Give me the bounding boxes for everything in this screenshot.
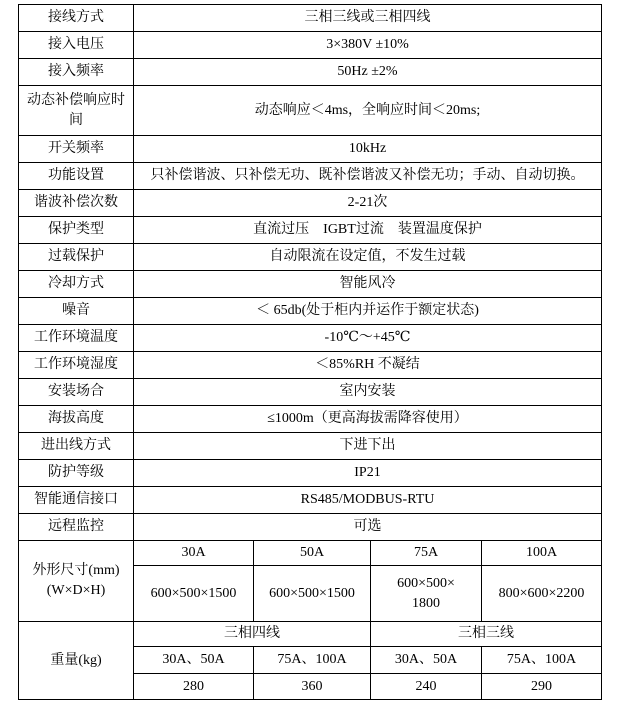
table-row (19, 86, 602, 136)
table-row (19, 325, 602, 352)
table-row (19, 5, 602, 32)
row-label: 动态补偿响应时 间 (19, 86, 134, 136)
row-label: 进出线方式 (19, 433, 134, 460)
row-label: 冷却方式 (19, 271, 134, 298)
row-value: 三相三线或三相四线 (134, 5, 602, 32)
row-label: 保护类型 (19, 217, 134, 244)
dimensions-value: 600×500×1500 (254, 566, 371, 622)
table-row (19, 460, 602, 487)
weight-label: 重量(kg) (19, 622, 134, 700)
dimensions-column-header: 100A (482, 541, 602, 566)
row-value: RS485/MODBUS-RTU (134, 487, 602, 514)
row-label: 噪音 (19, 298, 134, 325)
row-value: 10kHz (134, 136, 602, 163)
row-label: 谐波补偿次数 (19, 190, 134, 217)
table-row (19, 433, 602, 460)
row-value: 智能风冷 (134, 271, 602, 298)
row-value: 动态响应＜4ms，全响应时间＜20ms; (134, 86, 602, 136)
row-label: 远程监控 (19, 514, 134, 541)
table-row (19, 487, 602, 514)
row-label: 接入频率 (19, 59, 134, 86)
weight-value: 240 (371, 674, 482, 700)
row-value: 可选 (134, 514, 602, 541)
dimensions-column-header: 30A (134, 541, 254, 566)
table-row (19, 352, 602, 379)
table-row (19, 59, 602, 86)
weight-value: 290 (482, 674, 602, 700)
dimensions-value: 600×500× 1800 (371, 566, 482, 622)
row-label: 接线方式 (19, 5, 134, 32)
table-row (19, 136, 602, 163)
row-label: 防护等级 (19, 460, 134, 487)
dimensions-value: 600×500×1500 (134, 566, 254, 622)
weight-group-header: 三相四线 (134, 622, 371, 647)
dimensions-label: 外形尺寸(mm) (W×D×H) (19, 541, 134, 622)
weight-subcolumn-header: 30A、50A (134, 647, 254, 674)
row-value: 只补偿谐波、只补偿无功、既补偿谐波又补偿无功；手动、自动切换。 (134, 163, 602, 190)
dimensions-header-row (19, 541, 602, 566)
table-row (19, 163, 602, 190)
table-row (19, 379, 602, 406)
row-label: 过载保护 (19, 244, 134, 271)
weight-value: 360 (254, 674, 371, 700)
row-value: 室内安装 (134, 379, 602, 406)
weight-subcolumn-header: 30A、50A (371, 647, 482, 674)
dimensions-column-header: 75A (371, 541, 482, 566)
weight-group-row (19, 622, 602, 647)
table-row (19, 190, 602, 217)
row-value: 3×380V ±10% (134, 32, 602, 59)
row-value: 自动限流在设定值，不发生过载 (134, 244, 602, 271)
row-value: ≤1000m（更高海拔需降容使用） (134, 406, 602, 433)
weight-value: 280 (134, 674, 254, 700)
dimensions-value: 800×600×2200 (482, 566, 602, 622)
row-label: 工作环境湿度 (19, 352, 134, 379)
weight-group-header: 三相三线 (371, 622, 602, 647)
table-row (19, 244, 602, 271)
table-row (19, 32, 602, 59)
row-value: 2-21次 (134, 190, 602, 217)
row-label: 安装场合 (19, 379, 134, 406)
row-label: 开关频率 (19, 136, 134, 163)
spec-table (18, 4, 602, 700)
row-label: 功能设置 (19, 163, 134, 190)
row-value: 下进下出 (134, 433, 602, 460)
row-label: 工作环境温度 (19, 325, 134, 352)
table-row (19, 514, 602, 541)
row-label: 海拔高度 (19, 406, 134, 433)
row-value: ＜ 65db(处于柜内并运作于额定状态) (134, 298, 602, 325)
row-label: 智能通信接口 (19, 487, 134, 514)
weight-subcolumn-header: 75A、100A (254, 647, 371, 674)
weight-subcolumn-header: 75A、100A (482, 647, 602, 674)
table-row (19, 406, 602, 433)
row-value: IP21 (134, 460, 602, 487)
table-row (19, 217, 602, 244)
row-value: 直流过压 IGBT过流 装置温度保护 (134, 217, 602, 244)
row-value: 50Hz ±2% (134, 59, 602, 86)
table-row (19, 298, 602, 325)
table-row (19, 271, 602, 298)
row-value: -10℃～+45℃ (134, 325, 602, 352)
row-label: 接入电压 (19, 32, 134, 59)
dimensions-column-header: 50A (254, 541, 371, 566)
row-value: ＜85%RH 不凝结 (134, 352, 602, 379)
